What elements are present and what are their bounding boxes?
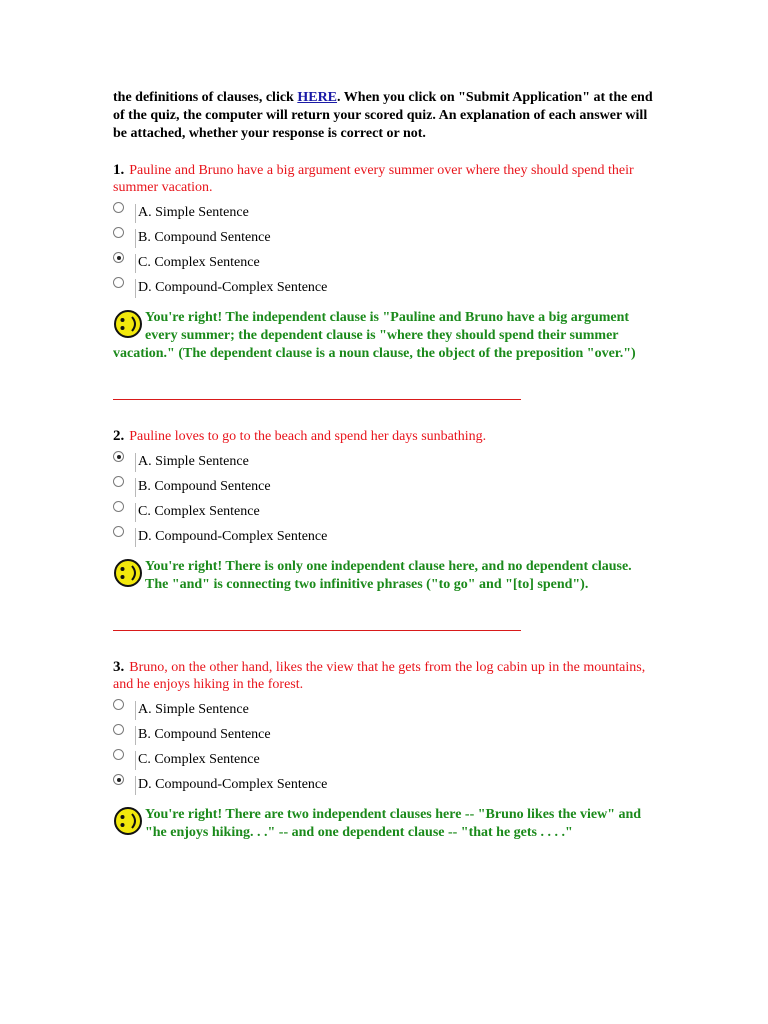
question-number: 2. bbox=[113, 428, 125, 444]
feedback bbox=[113, 309, 653, 363]
radio-button[interactable] bbox=[113, 749, 124, 760]
feedback bbox=[113, 558, 653, 594]
divider bbox=[135, 726, 136, 745]
feedback-text: You're right! There is only one independent clause here, and no dependent clause. The "and" is connecting two infinitive phrases ("to go" and "[to] spend"). bbox=[145, 559, 632, 592]
divider bbox=[135, 204, 136, 223]
radio-button[interactable] bbox=[113, 277, 124, 288]
radio-button[interactable] bbox=[113, 724, 124, 735]
option-label: B. Compound Sentence bbox=[138, 727, 271, 742]
question-3 bbox=[113, 659, 653, 842]
question-text: Bruno, on the other hand, likes the view that he gets from the log cabin up in the mountains, and he enjoys hiking in the forest. bbox=[113, 660, 646, 692]
answer-options bbox=[113, 698, 653, 798]
option-c[interactable] bbox=[113, 251, 653, 276]
divider bbox=[135, 254, 136, 273]
divider bbox=[135, 776, 136, 795]
divider bbox=[135, 229, 136, 248]
feedback-text: You're right! There are two independent clauses here -- "Bruno likes the view" and "he enjoys hiking. . ." -- and one dependent clause -- "that he gets . . . ." bbox=[145, 807, 642, 840]
option-b[interactable] bbox=[113, 226, 653, 251]
question-prompt bbox=[113, 659, 653, 693]
intro-text-after: . When you click on "Submit Application" at the end of the quiz, the computer will return your scored quiz. An explanation of each answer will be attached, whether your response is correct or not. bbox=[113, 90, 653, 141]
option-label: D. Compound-Complex Sentence bbox=[138, 777, 328, 792]
divider bbox=[135, 478, 136, 497]
option-a[interactable] bbox=[113, 450, 653, 475]
option-label: A. Simple Sentence bbox=[138, 702, 249, 717]
option-c[interactable] bbox=[113, 748, 653, 773]
radio-button[interactable] bbox=[113, 774, 124, 785]
option-b[interactable] bbox=[113, 723, 653, 748]
option-label: C. Complex Sentence bbox=[138, 255, 260, 270]
here-link[interactable]: HERE bbox=[297, 90, 338, 105]
radio-button[interactable] bbox=[113, 476, 124, 487]
feedback-text: You're right! The independent clause is "Pauline and Bruno have a big argument every summer; the dependent clause is "where they should spend their summer vacation." (The dependent clause is a noun clause, the object of the preposition "over.") bbox=[113, 310, 636, 361]
option-label: B. Compound Sentence bbox=[138, 479, 271, 494]
intro-paragraph bbox=[113, 89, 653, 143]
smiley-icon bbox=[113, 309, 143, 339]
option-c[interactable] bbox=[113, 500, 653, 525]
smiley-icon bbox=[113, 558, 143, 588]
option-b[interactable] bbox=[113, 475, 653, 500]
divider-line bbox=[113, 399, 521, 400]
divider bbox=[135, 528, 136, 547]
option-label: B. Compound Sentence bbox=[138, 230, 271, 245]
option-label: D. Compound-Complex Sentence bbox=[138, 280, 328, 295]
option-label: D. Compound-Complex Sentence bbox=[138, 529, 328, 544]
radio-button[interactable] bbox=[113, 451, 124, 462]
option-d[interactable] bbox=[113, 773, 653, 798]
radio-button[interactable] bbox=[113, 501, 124, 512]
question-text: Pauline loves to go to the beach and spend her days sunbathing. bbox=[129, 429, 487, 444]
question-number: 3. bbox=[113, 659, 125, 675]
quiz-page bbox=[113, 89, 653, 842]
intro-text-before: the definitions of clauses, click bbox=[113, 90, 298, 105]
answer-options bbox=[113, 450, 653, 550]
divider-line bbox=[113, 630, 521, 631]
option-d[interactable] bbox=[113, 276, 653, 301]
option-label: C. Complex Sentence bbox=[138, 504, 260, 519]
option-a[interactable] bbox=[113, 201, 653, 226]
divider bbox=[135, 279, 136, 298]
question-number: 1. bbox=[113, 162, 125, 178]
divider bbox=[135, 453, 136, 472]
option-label: A. Simple Sentence bbox=[138, 205, 249, 220]
feedback bbox=[113, 806, 653, 842]
smiley-icon bbox=[113, 806, 143, 836]
radio-selected-dot bbox=[117, 256, 121, 260]
divider bbox=[135, 503, 136, 522]
radio-button[interactable] bbox=[113, 252, 124, 263]
radio-button[interactable] bbox=[113, 526, 124, 537]
radio-button[interactable] bbox=[113, 227, 124, 238]
question-text: Pauline and Bruno have a big argument every summer over where they should spend their summer vacation. bbox=[113, 163, 634, 195]
option-label: A. Simple Sentence bbox=[138, 454, 249, 469]
question-1 bbox=[113, 162, 653, 400]
radio-selected-dot bbox=[117, 455, 121, 459]
divider bbox=[135, 701, 136, 720]
question-prompt bbox=[113, 428, 653, 445]
option-a[interactable] bbox=[113, 698, 653, 723]
radio-selected-dot bbox=[117, 778, 121, 782]
question-2 bbox=[113, 428, 653, 631]
option-label: C. Complex Sentence bbox=[138, 752, 260, 767]
radio-button[interactable] bbox=[113, 699, 124, 710]
option-d[interactable] bbox=[113, 525, 653, 550]
divider bbox=[135, 751, 136, 770]
radio-button[interactable] bbox=[113, 202, 124, 213]
answer-options bbox=[113, 201, 653, 301]
question-prompt bbox=[113, 162, 653, 196]
